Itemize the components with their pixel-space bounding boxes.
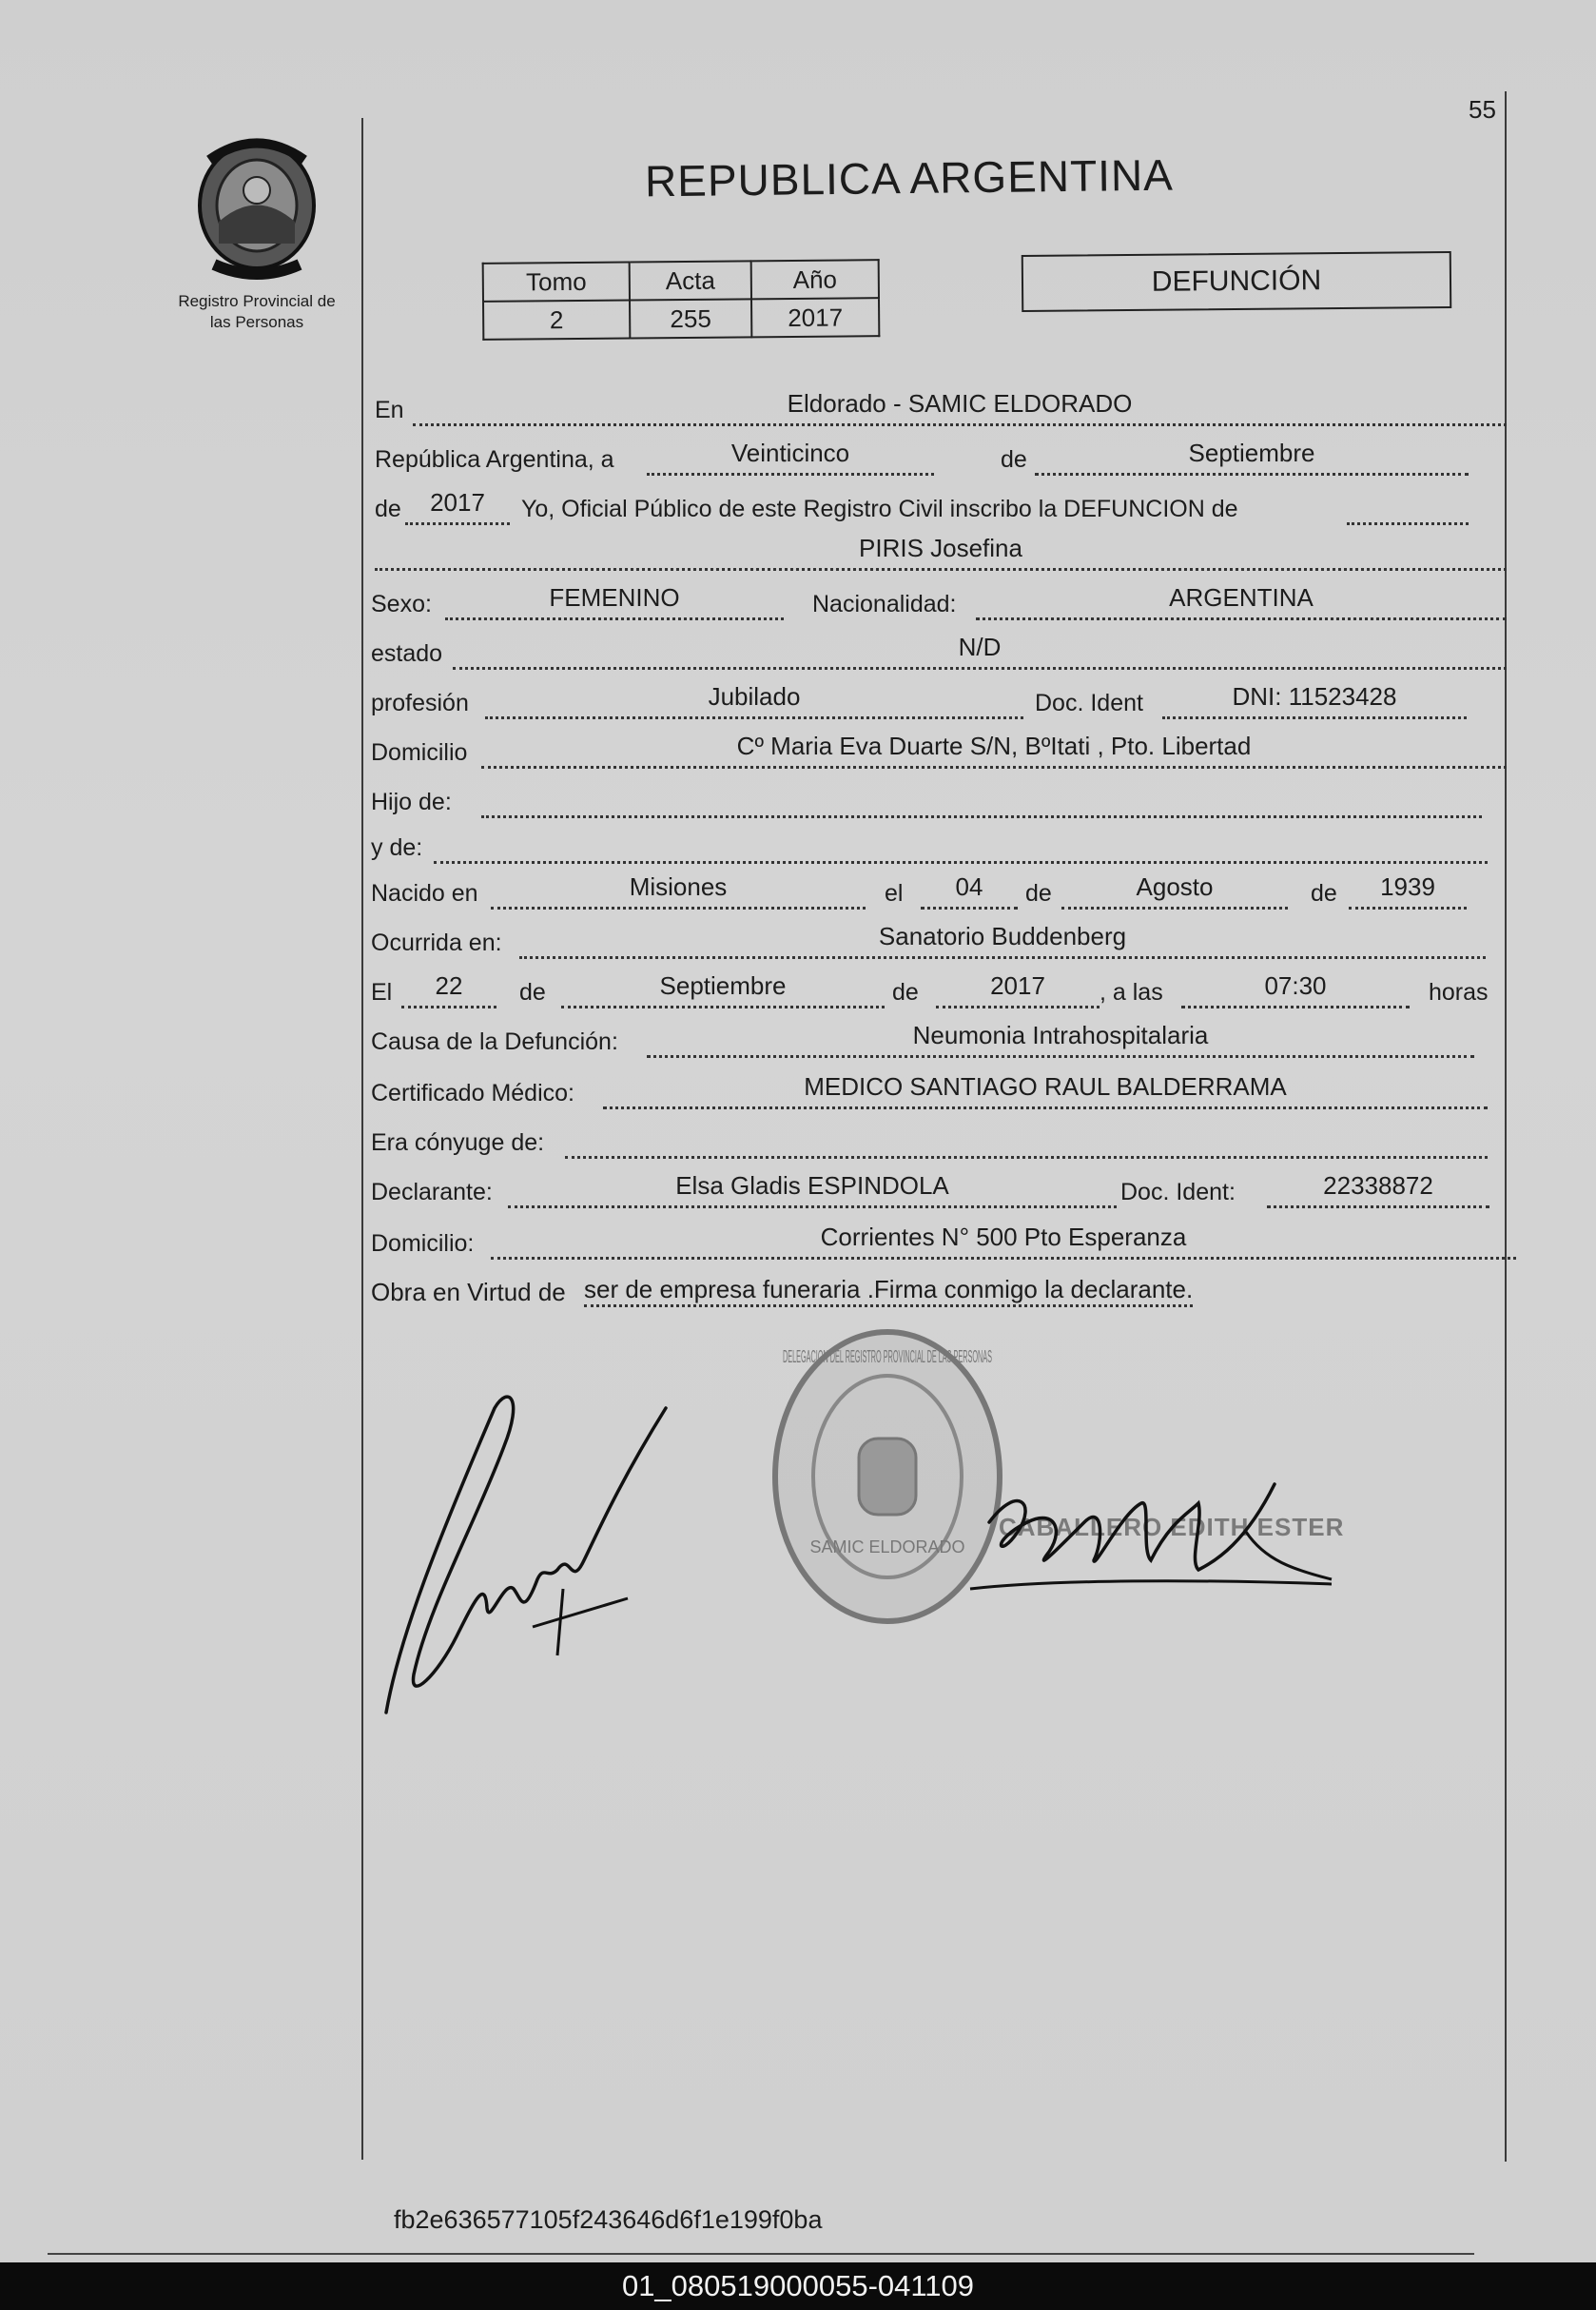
left-margin-line [361, 118, 363, 2160]
row-domicilio [367, 733, 1508, 771]
edge-line [48, 2253, 1474, 2255]
stamp-inner-text: SAMIC ELDORADO [809, 1537, 965, 1556]
dotted-line [375, 568, 1507, 571]
value-fecha-hora: 07:30 [1264, 971, 1327, 1000]
dotted-line [481, 815, 1482, 818]
label-fecha-horas: horas [1429, 979, 1489, 1006]
label-causa: Causa de la Defunción: [371, 1028, 618, 1055]
label-en: En [375, 397, 404, 423]
label-declarante: Declarante: [371, 1179, 493, 1205]
label-yde: y de: [371, 834, 423, 861]
value-mes: Septiembre [1188, 439, 1315, 467]
label-republica: República Argentina, a [375, 446, 614, 473]
page-number: 55 [1469, 95, 1496, 124]
row-conyuge [367, 1123, 1508, 1161]
row-domicilio2 [367, 1224, 1518, 1262]
dotted-line [1349, 907, 1467, 910]
dotted-line [1181, 1006, 1410, 1008]
label-fecha-de2: de [892, 979, 919, 1006]
label-certificado: Certificado Médico: [371, 1080, 574, 1106]
label-el: el [885, 880, 904, 907]
value-obra: ser de empresa funeraria .Firma conmigo la declarante. [584, 1275, 1193, 1307]
label-fecha-el: El [371, 979, 393, 1006]
dotted-line [401, 1006, 496, 1008]
registry-caption-line1: Registro Provincial de [178, 292, 336, 310]
value-doc2: 22338872 [1323, 1171, 1433, 1200]
value-fecha-dia: 22 [435, 971, 463, 1000]
dotted-line [921, 907, 1018, 910]
tomo-value: 2 [483, 300, 630, 339]
dotted-line [647, 473, 934, 476]
inscribo-text: Yo, Oficial Público de este Registro Civil inscribo la DEFUNCION de [521, 496, 1238, 522]
misiones-coat-of-arms-icon [190, 131, 323, 280]
official-signature-icon [380, 1389, 694, 1722]
next-page-edge [48, 2241, 1474, 2262]
value-domicilio2: Corrientes N° 500 Pto Esperanza [820, 1223, 1187, 1251]
value-nacido-anio: 1939 [1380, 872, 1435, 901]
record-type: DEFUNCIÓN [1151, 264, 1322, 298]
value-nacionalidad: ARGENTINA [1169, 583, 1314, 612]
label-conyuge: Era cónyuge de: [371, 1129, 545, 1156]
value-sexo: FEMENINO [549, 583, 680, 612]
label-estado: estado [371, 640, 443, 667]
dotted-line [565, 1156, 1488, 1159]
value-domicilio: Cº Maria Eva Duarte S/N, BºItati , Pto. Libertad [736, 732, 1252, 760]
tomo-header: Tomo [483, 262, 630, 301]
dotted-line [561, 1006, 885, 1008]
acta-header: Acta [630, 261, 751, 300]
row-causa [367, 1022, 1508, 1060]
label-sexo: Sexo: [371, 591, 432, 617]
registrar-signature-icon [961, 1465, 1341, 1617]
row-ocurrida [367, 923, 1508, 961]
row-sexo [367, 584, 1508, 622]
label-doc2: Doc. Ident: [1120, 1179, 1236, 1205]
registry-caption-line2: las Personas [209, 313, 304, 331]
row-profesion [367, 683, 1508, 721]
label-fecha-de1: de [519, 979, 546, 1006]
document-title: REPUBLICA ARGENTINA [644, 149, 1175, 206]
row-declarante [367, 1172, 1508, 1210]
footer-id-bar [0, 2262, 1596, 2310]
row-estado [367, 634, 1508, 672]
value-nombre: PIRIS Josefina [859, 534, 1022, 562]
anio-value: 2017 [751, 298, 879, 337]
dotted-line [434, 861, 1488, 864]
dotted-line [453, 667, 1507, 670]
value-fecha-anio: 2017 [990, 971, 1045, 1000]
dotted-line [647, 1055, 1474, 1058]
label-nacido: Nacido en [371, 880, 478, 907]
registry-caption [157, 291, 357, 333]
value-fecha-mes: Septiembre [659, 971, 787, 1000]
dotted-line [936, 1006, 1100, 1008]
dotted-line [491, 1257, 1516, 1260]
value-en: Eldorado - SAMIC ELDORADO [787, 389, 1133, 418]
label-anio-prefix: de [375, 496, 401, 522]
dotted-line [405, 522, 510, 525]
record-table [482, 259, 881, 341]
value-nacido-lugar: Misiones [629, 872, 728, 901]
row-fecha [367, 972, 1508, 1010]
dotted-line [491, 907, 866, 910]
value-profesion: Jubilado [708, 682, 801, 711]
dotted-line [519, 956, 1486, 959]
value-ocurrida: Sanatorio Buddenberg [878, 922, 1127, 950]
label-nacido-de2: de [1311, 880, 1337, 907]
label-fecha-alas: , a las [1100, 979, 1163, 1006]
row-nacido [367, 873, 1508, 911]
value-dia-letras: Veinticinco [730, 439, 850, 467]
dotted-line [1035, 473, 1469, 476]
row-obra [367, 1273, 1508, 1311]
dotted-line [1061, 907, 1288, 910]
value-estado: N/D [958, 633, 1002, 661]
dotted-line [1267, 1205, 1489, 1208]
anio-header: Año [751, 260, 879, 299]
value-nacido-mes: Agosto [1136, 872, 1214, 901]
dotted-line [481, 766, 1507, 769]
label-de: de [1001, 446, 1027, 473]
row-yde [367, 828, 1508, 866]
row-hijo [367, 782, 1508, 820]
label-nacionalidad: Nacionalidad: [812, 591, 957, 617]
footer-id: 01_080519000055-041109 [621, 2269, 975, 2302]
value-certificado: MEDICO SANTIAGO RAUL BALDERRAMA [804, 1072, 1287, 1101]
value-doc: DNI: 11523428 [1232, 682, 1397, 711]
value-declarante: Elsa Gladis ESPINDOLA [675, 1171, 949, 1200]
stamp-outer-text: DELEGACION DEL REGISTRO PROVINCIAL DE LAS PERSONAS [783, 1347, 992, 1366]
dotted-line [976, 617, 1507, 620]
row-nombre [367, 535, 1508, 573]
label-ocurrida: Ocurrida en: [371, 930, 502, 956]
document-hash: fb2e636577105f243646d6f1e199f0ba [394, 2205, 823, 2234]
seal-name: CABALLERO EDITH ESTER [999, 1513, 1345, 1541]
dotted-line [508, 1205, 1117, 1208]
value-anio: 2017 [430, 488, 485, 517]
label-doc: Doc. Ident [1035, 690, 1143, 716]
label-nacido-de1: de [1025, 880, 1052, 907]
row-republica [367, 440, 1508, 478]
label-profesion: profesión [371, 690, 469, 716]
value-nacido-dia: 04 [955, 872, 983, 901]
acta-value: 255 [630, 299, 751, 338]
row-en [367, 390, 1508, 428]
label-domicilio2: Domicilio: [371, 1230, 475, 1257]
label-obra: Obra en Virtud de [371, 1278, 566, 1306]
dotted-line [1162, 716, 1467, 719]
label-domicilio: Domicilio [371, 739, 468, 766]
dotted-line [603, 1106, 1488, 1109]
value-causa: Neumonia Intrahospitalaria [912, 1021, 1209, 1049]
dotted-line [445, 617, 784, 620]
dotted-line [413, 423, 1507, 426]
record-type-box [1022, 251, 1452, 312]
dotted-line [485, 716, 1023, 719]
row-certificado [367, 1073, 1508, 1111]
row-anio [367, 489, 1508, 527]
dotted-line [1347, 522, 1469, 525]
label-hijo: Hijo de: [371, 789, 452, 815]
